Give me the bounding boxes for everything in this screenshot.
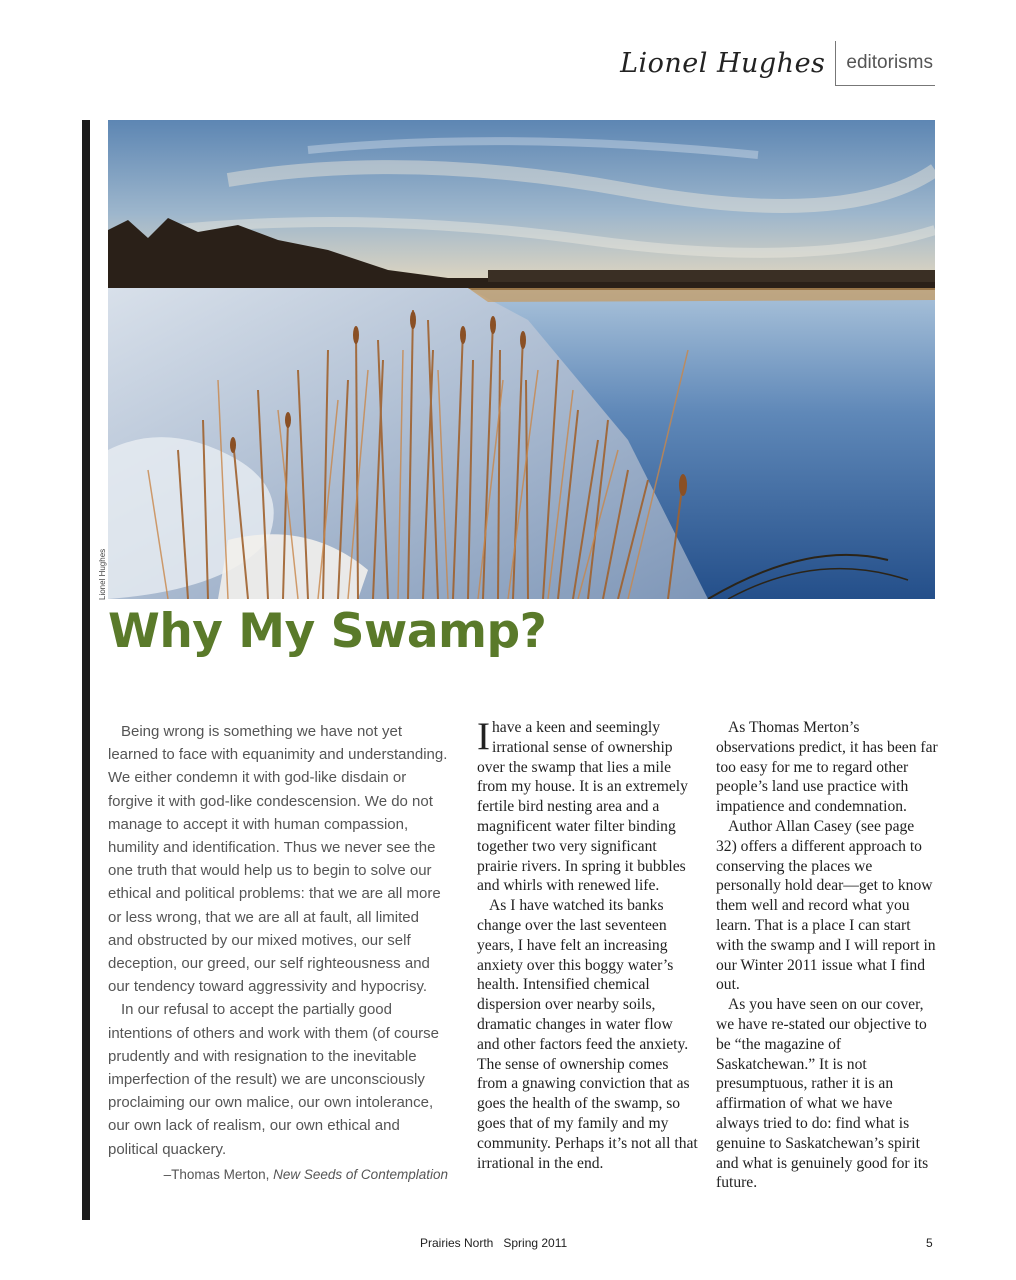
body-paragraph-text: have a keen and seemingly irrational sense of ownership over the swamp that lies a mile from my house. It is an extremely fertile bird nesting area and a magnificent water filter binding together two very significant prairie rivers. In spring it bubbles and whirls with renewed life. [477, 719, 688, 895]
author-signature: Lionel Hughes [620, 48, 826, 79]
body-paragraph: Author Allan Casey (see page 32) offers a different approach to conserving the places we personally hold dear—get to know them well and record what you learn. That is a place I can start with the swamp and I will report in our Winter 2011 issue what I find out. [716, 817, 936, 994]
body-paragraph: As you have seen on our cover, we have re-stated our objective to be “the magazine of Saskatchewan.” It is not presumptuous, rather it is an affirmation of what we have always tried to do: find what is genuine to Saskatchewan’s spirit and what is genuinely good for its future. [716, 996, 929, 1192]
article-title: Why My Swamp? [108, 604, 547, 659]
quote-attribution [108, 1163, 448, 1186]
quote-paragraph: In our refusal to accept the partially good intentions of others and work with them (of course prudently and with resignation to the inevitable imperfection of the result) we are unconsciously proclaiming our own malice, our own intolerance, our own lack of realism, our own ethical and political quackery. [108, 1001, 439, 1158]
body-paragraph: As I have watched its banks change over the last seventeen years, I have felt an increasing anxiety over this boggy water’s health. Intensified chemical dispersion over nearby soils, dramatic changes in water flow and other factors feed the anxiety. The sense of ownership comes from a gnawing conviction that as goes the health of the swamp, so goes that of my family and my community. Perhaps it’s not all that irrational in the end. [477, 897, 698, 1172]
attribution-work: New Seeds of Contemplation [273, 1166, 448, 1182]
body-paragraph [477, 715, 699, 896]
quote-paragraph: Being wrong is something we have not yet learned to face with equanimity and understanding. We either condemn it with god-like disdain or forgive it with god-like condescension. We do not manage to accept it with human compassion, humility and identification. Thus we never see the one truth that would help us to begin to solve our ethical and political problems: that we are all more or less wrong, that we are all at fault, all limited and obstructed by our mixed motives, our self deception, our greed, our self righteousness and our tendency toward aggressivity and hypocrisy. [108, 723, 448, 996]
body-column-2 [716, 718, 938, 1193]
section-label: editorisms [846, 52, 933, 73]
body-column-1 [477, 715, 699, 1173]
sidebar-accent-bar [82, 120, 90, 1220]
publication-info: Prairies North Spring 2011 [420, 1236, 568, 1250]
photo-credit: Lionel Hughes [98, 548, 107, 600]
page-header [620, 42, 935, 86]
drop-cap: I [477, 715, 490, 758]
attribution-author: –Thomas Merton, [163, 1166, 274, 1182]
epigraph-quote [108, 720, 448, 1186]
section-label-box [835, 41, 935, 86]
page-number: 5 [926, 1236, 933, 1250]
body-paragraph: As Thomas Merton’s observations predict, it has been far too easy for me to regard other people’s land use practice with impatience and condemnation. [716, 719, 938, 816]
swamp-photo [108, 120, 935, 599]
